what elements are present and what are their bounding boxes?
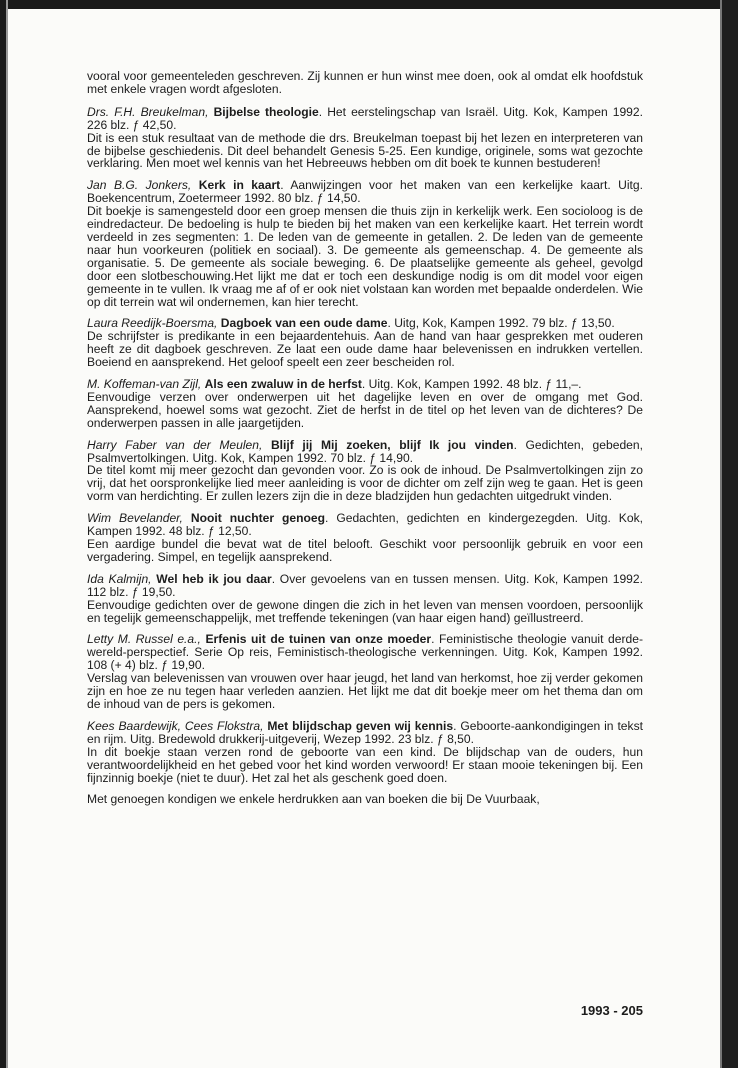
entry-title: Als een zwaluw in de herfst bbox=[204, 377, 362, 392]
review-entry bbox=[87, 633, 643, 710]
entry-publication: . Geboorte-aankondigingen in tekst en rijm. Uitg. Bredewold drukkerij-uitgeverij, Wezep 1992. 23 blz. ƒ 8,50. bbox=[87, 718, 643, 746]
entry-citation bbox=[87, 378, 643, 391]
review-entry bbox=[87, 439, 643, 504]
entry-body: Een aardige bundel die bevat wat de titel belooft. Geschikt voor persoonlijk gebruik en voor een vergadering. Simpel, en tegelijk aansprekend. bbox=[87, 537, 643, 564]
entry-citation bbox=[87, 720, 643, 746]
entry-author: Drs. F.H. Breukelman, bbox=[87, 104, 209, 119]
entry-author: Kees Baardewijk, Cees Flokstra, bbox=[87, 718, 264, 733]
entry-publication: . Gedachten, gedichten en kindergezegden. Uitg. Kok, Kampen 1992. 48 blz. ƒ 12,50. bbox=[87, 511, 643, 539]
entry-body: Dit is een stuk resultaat van de methode die drs. Breukelman toepast bij het lezen en interpreteren van de bijbelse geschiedenis. Dit deel behandelt Genesis 5-25. Een kundige, originele, soms wat gezochte verklaring. Men moet wel kennis van het Hebreeuws hebben om dit boek te kunnen bestuderen! bbox=[87, 130, 643, 171]
entry-author: M. Koffeman-van Zijl, bbox=[87, 377, 202, 392]
entry-body: Eenvoudige verzen over onderwerpen uit het dagelijke leven en over de omgang met God. Aansprekend, hoewel soms wat gezocht. Ziet de herfst in de titel op het leven van de dichteres? De onderwerpen passen in alle jaargetijden. bbox=[87, 389, 643, 430]
review-entry bbox=[87, 179, 643, 308]
entry-author: Laura Reedijk-Boersma, bbox=[87, 316, 218, 331]
entry-title: Erfenis uit de tuinen van onze moeder bbox=[205, 632, 432, 647]
entry-body: Verslag van belevenissen van vrouwen over haar jeugd, het land van herkomst, hoe zij verder gekomen zijn en hoe ze nu tegen haar verleden aanzien. Het lijkt me dat dit boekje meer om het thema dan om de inhoud van de pers is gekomen. bbox=[87, 671, 643, 711]
entry-title: Kerk in kaart bbox=[198, 178, 281, 193]
entry-body: Eenvoudige gedichten over de gewone dingen die zich in het leven van mensen voordoen, persoonlijk en tegelijk gemeenschappelijk, met treffende tekeningen (van haar eigen hand) geïllustreerd. bbox=[87, 597, 643, 625]
entry-author: Wim Bevelander, bbox=[87, 511, 183, 526]
review-entry bbox=[87, 317, 643, 369]
entry-author: Letty M. Russel e.a., bbox=[87, 632, 201, 647]
entry-citation bbox=[87, 512, 643, 538]
entry-title: Nooit nuchter genoeg bbox=[190, 511, 326, 526]
entry-citation bbox=[87, 106, 643, 132]
entry-title: Dagboek van een oude dame bbox=[220, 316, 388, 331]
entry-title: Bijbelse theologie bbox=[213, 104, 319, 119]
entry-publication: . Uitg. Kok, Kampen 1992. 48 blz. ƒ 11,–. bbox=[361, 377, 582, 392]
entry-publication: . Over gevoelens van en tussen mensen. Uitg. Kok, Kampen 1992. 112 blz. ƒ 19,50. bbox=[87, 571, 643, 599]
entry-citation bbox=[87, 179, 643, 205]
review-entry bbox=[87, 378, 643, 430]
entry-author: Jan B.G. Jonkers, bbox=[87, 178, 192, 193]
entry-body: De schrijfster is predikante in een bejaardentehuis. Aan de hand van haar gesprekken met ouderen heeft ze dit dagboek geschreven. Ze laat een oude dame haar belevenissen en indrukken vertellen. Boeiend en aansprekend. Het geloof speelt een zeer bescheiden rol. bbox=[87, 329, 643, 370]
closing-paragraph: Met genoegen kondigen we enkele herdrukken aan van boeken die bij De Vuurbaak, bbox=[87, 792, 540, 807]
entry-publication: . Aanwijzingen voor het maken van een kerkelijke kaart. Uitg. Boekencentrum, Zoetermeer 1992. 80 blz. ƒ 14,50. bbox=[87, 178, 643, 206]
entry-author: Harry Faber van der Meulen, bbox=[87, 437, 263, 452]
entry-body: De titel komt mij meer gezocht dan gevonden voor. Zo is ook de inhoud. De Psalmvertolkingen zijn zo vrij, dat het oorspronkelijke lied meer aanleiding is voor de dichter om zelf zijn weg te gaan. Het is geen vorm van herdichting. Er zullen lezers zijn die in deze bladzijden hun gedachten uitgedrukt vinden. bbox=[87, 463, 643, 504]
review-column bbox=[87, 70, 643, 806]
entry-publication: . Uitg, Kok, Kampen 1992. 79 blz. ƒ 13,50. bbox=[387, 316, 615, 331]
entry-citation bbox=[87, 633, 643, 672]
review-entry bbox=[87, 573, 643, 625]
entry-body: Dit boekje is samengesteld door een groep mensen die thuis zijn in kerkelijk werk. Een socioloog is de eindredacteur. De bedoeling is hulp te bieden bij het maken van een kerkelijke kaart. Het terrein wordt verdeeld in zes segmenten: 1. De leden van de gemeente in getallen. 2. De leden van de gemeente naar hun voorkeuren (politiek en sociaal). 3. De gemeente als gemeenschap. 4. De gemeente als organisatie. 5. De gemeente als sociale beweging. 6. De plaatselijke gemeente als geheel, gevolgd door een slotbeschouwing.Het lijkt me dat er toch een deskundige nodig is om dit model voor eigen gemeente in te vullen. Ik vraag me af of er ook niet volstaan kan worden met bepaalde onderdelen. Wie op dit terrein wat wil ondernemen, kan hier terecht. bbox=[87, 204, 643, 309]
entry-title: Wel heb ik jou daar bbox=[156, 571, 272, 586]
review-entry bbox=[87, 720, 643, 785]
page-edge-left bbox=[6, 0, 8, 1068]
review-entry bbox=[87, 512, 643, 564]
review-entry bbox=[87, 106, 643, 171]
entry-title: Met blijdschap geven wij kennis bbox=[267, 718, 454, 733]
entry-publication: . Gedichten, gebeden, Psalmvertolkingen. Uitg. Kok, Kampen 1992. 70 blz. ƒ 14,90. bbox=[87, 437, 643, 465]
page-number: 1993 - 205 bbox=[580, 1003, 643, 1018]
entry-citation bbox=[87, 439, 643, 465]
entry-publication: . Het eerstelingschap van Israël. Uitg. Kok, Kampen 1992. 226 blz. ƒ 42,50. bbox=[87, 104, 643, 132]
entry-publication: . Feministische theologie vanuit derde-wereld-perspectief. Serie Op reis, Feministisch-theologische verkenningen. Uitg. Kok, Kampen 1992. 108 (+ 4) blz. ƒ 19,90. bbox=[87, 632, 643, 673]
entry-body: In dit boekje staan verzen rond de geboorte van een kind. De blijdschap van de ouders, hun verantwoordelijkheid en het gebed voor het kind worden verwoord! Er staan mooie tekeningen bij. Een fijnzinnig boekje (niet te duur). Het zal het als geschenk goed doen. bbox=[87, 744, 643, 785]
entry-author: Ida Kalmijn, bbox=[87, 571, 152, 586]
scan-border-right bbox=[722, 0, 738, 1068]
scan-border-top bbox=[0, 0, 738, 9]
entry-title: Blijf jij Mij zoeken, blijf Ik jou vinden bbox=[270, 437, 514, 452]
intro-paragraph: vooral voor gemeenteleden geschreven. Zij kunnen er hun winst mee doen, ook al omdat elk hoofdstuk met enkele vragen wordt afgesloten. bbox=[87, 69, 643, 96]
entry-citation bbox=[87, 573, 643, 599]
